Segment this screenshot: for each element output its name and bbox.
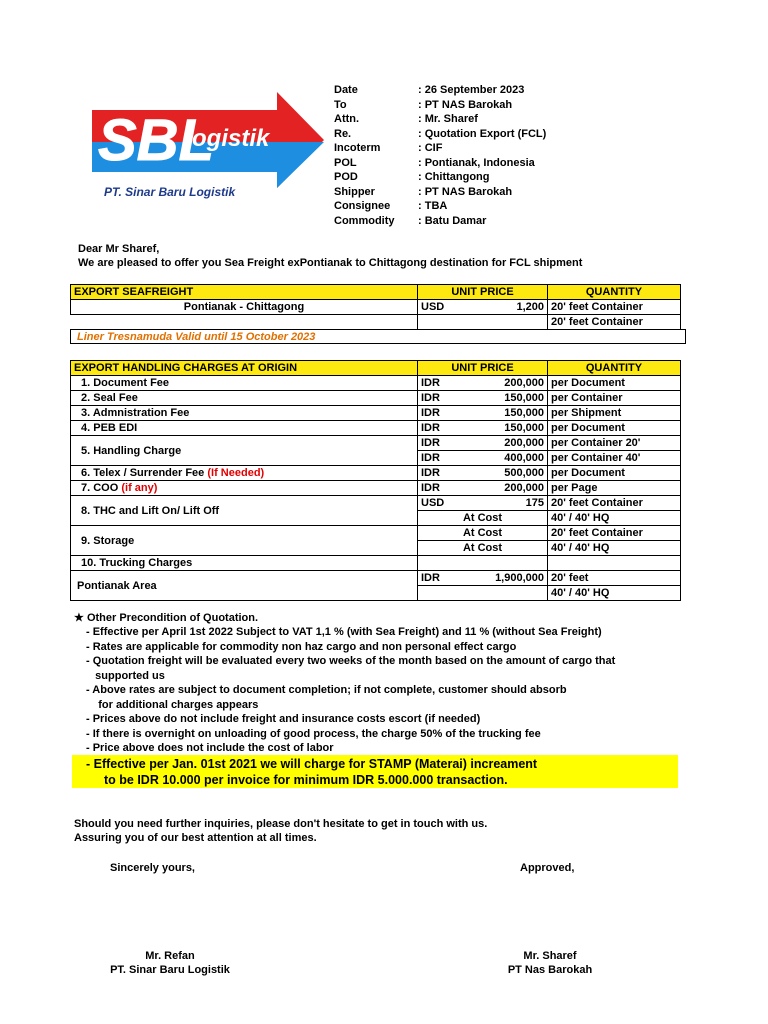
header-row (334, 127, 546, 142)
header-label: Re. (334, 127, 352, 140)
sincerely: Sincerely yours, (110, 862, 195, 874)
row-telex-fee (71, 466, 418, 481)
header-row (334, 156, 535, 171)
header-value: : CIF (418, 142, 443, 154)
seafreight-qty-1: 20' feet Container (548, 300, 681, 315)
quantity: per Shipment (548, 406, 681, 421)
header-label: Commodity (334, 214, 395, 227)
header-value: : TBA (418, 200, 448, 212)
seafreight-table (70, 284, 681, 330)
handling-charges-table (70, 360, 681, 601)
handling-title: EXPORT HANDLING CHARGES AT ORIGIN (71, 361, 418, 376)
seafreight-qty-2: 20' feet Container (548, 315, 681, 330)
star-icon: ★ (74, 612, 84, 624)
price: 175 (448, 496, 548, 511)
header-row (334, 83, 524, 98)
header-value: : 26 September 2023 (418, 84, 525, 96)
conditions-title: Other Precondition of Quotation. (86, 612, 259, 624)
header-row (334, 185, 512, 200)
header-row (334, 98, 512, 113)
quantity: per Container 20' (548, 436, 681, 451)
currency: IDR (418, 451, 448, 466)
price: 500,000 (448, 466, 548, 481)
coo-label: 7. COO (81, 482, 122, 494)
header-row (334, 141, 442, 156)
currency: IDR (418, 406, 448, 421)
coo-note: (if any) (121, 482, 158, 494)
row-storage: 9. Storage (71, 526, 418, 556)
sender-company: PT. Sinar Baru Logistik (110, 964, 230, 976)
liner-validity-note: Liner Tresnamuda Valid until 15 October 2023 (70, 329, 686, 344)
closing-line-2: Assuring you of our best attention at all times. (74, 832, 317, 844)
header-label: Consignee (334, 200, 391, 212)
row-peb-edi: 4. PEB EDI (71, 421, 418, 436)
currency: IDR (418, 421, 448, 436)
approved: Approved, (520, 862, 575, 874)
header-row (334, 170, 489, 185)
header-label: Date (334, 84, 358, 96)
row-trucking: 10. Trucking Charges (71, 556, 418, 571)
price-at-cost: At Cost (418, 541, 548, 556)
quantity: 40' / 40' HQ (548, 541, 681, 556)
header-label: To (334, 98, 347, 111)
header-value: : PT NAS Barokah (418, 98, 513, 111)
currency: IDR (418, 376, 448, 391)
greeting: Dear Mr Sharef, (78, 243, 160, 255)
condition-item: for additional charges appears (86, 698, 259, 711)
seafreight-title: EXPORT SEAFREIGHT (71, 285, 418, 300)
header-label: Attn. (334, 113, 360, 125)
header-value: : Chittangong (418, 171, 490, 183)
conditions-heading (74, 611, 258, 625)
header-row (334, 214, 486, 229)
row-coo (71, 481, 418, 496)
quantity: per Container (548, 391, 681, 406)
seafreight-price: 1,200 (448, 300, 548, 315)
quantity: 20' feet Container (548, 496, 681, 511)
currency: IDR (418, 391, 448, 406)
condition-item: - If there is overnight on unloading of good process, the charge 50% of the trucking fee (86, 727, 541, 740)
price: 150,000 (448, 406, 548, 421)
approver-name: Mr. Sharef (523, 950, 577, 962)
logo-tagline: PT. Sinar Baru Logistik (104, 185, 236, 199)
currency: IDR (418, 571, 448, 586)
currency: IDR (418, 436, 448, 451)
row-document-fee: 1. Document Fee (71, 376, 418, 391)
seafreight-route: Pontianak - Chittagong (71, 300, 418, 315)
header-row (334, 112, 478, 127)
header-value: : Batu Damar (418, 214, 487, 227)
stamp-line-2: to be IDR 10.000 per invoice for minimum IDR 5.000.000 transaction. (104, 773, 508, 787)
currency: IDR (418, 466, 448, 481)
condition-item: - Quotation freight will be evaluated every two weeks of the month based on the amount of cargo that (86, 655, 616, 667)
condition-item: supported us (86, 669, 165, 682)
price: 200,000 (448, 436, 548, 451)
quantity: per Document (548, 421, 681, 436)
intro-text: We are pleased to offer you Sea Freight exPontianak to Chittagong destination for FCL shipment (78, 257, 583, 269)
row-handling-charge: 5. Handling Charge (71, 436, 418, 466)
quantity: per Document (548, 466, 681, 481)
price: 200,000 (448, 481, 548, 496)
price: 400,000 (448, 451, 548, 466)
condition-item: - Prices above do not include freight and insurance costs escort (if needed) (86, 713, 481, 725)
header-row (334, 199, 447, 214)
condition-item: - Price above does not include the cost of labor (86, 742, 334, 754)
svg-text:SBL: SBL (98, 108, 214, 173)
header-value: : Mr. Sharef (418, 113, 478, 125)
row-thc: 8. THC and Lift On/ Lift Off (71, 496, 418, 526)
quantity: per Page (548, 481, 681, 496)
price-at-cost: At Cost (418, 526, 548, 541)
condition-item: - Above rates are subject to document completion; if not complete, customer should absorb (86, 684, 567, 696)
price: 150,000 (448, 421, 548, 436)
header-label: POL (334, 156, 357, 169)
header-label: Incoterm (334, 142, 381, 154)
handling-price-header: UNIT PRICE (418, 361, 548, 376)
currency: USD (418, 496, 448, 511)
row-pontianak-area: Pontianak Area (71, 571, 418, 601)
closing-line-1: Should you need further inquiries, please don't hesitate to get in touch with us. (74, 818, 488, 830)
quantity: 40' / 40' HQ (548, 586, 681, 601)
quantity: per Document (548, 376, 681, 391)
header-value: : PT NAS Barokah (418, 185, 513, 198)
seafreight-qty-header: QUANTITY (548, 285, 681, 300)
telex-label: 6. Telex / Surrender Fee (81, 467, 208, 479)
handling-qty-header: QUANTITY (548, 361, 681, 376)
header-value: : Quotation Export (FCL) (418, 127, 547, 140)
row-seal-fee: 2. Seal Fee (71, 391, 418, 406)
condition-item: - Effective per April 1st 2022 Subject to VAT 1,1 % (with Sea Freight) and 11 % (without Sea Freight) (86, 626, 602, 638)
header-label: POD (334, 171, 358, 183)
header-value: : Pontianak, Indonesia (418, 156, 535, 169)
approver-company: PT Nas Barokah (507, 964, 593, 976)
quantity: 20' feet (548, 571, 681, 586)
quantity: per Container 40' (548, 451, 681, 466)
price: 200,000 (448, 376, 548, 391)
seafreight-currency: USD (418, 300, 448, 315)
price: 150,000 (448, 391, 548, 406)
quantity: 40' / 40' HQ (548, 511, 681, 526)
stamp-line-1: - Effective per Jan. 01st 2021 we will charge for STAMP (Materai) increament (86, 757, 538, 771)
header-label: Shipper (334, 185, 375, 198)
row-admin-fee: 3. Admnistration Fee (71, 406, 418, 421)
stamp-notice (72, 755, 678, 788)
quantity: 20' feet Container (548, 526, 681, 541)
svg-text:ogistik: ogistik (192, 125, 270, 152)
company-logo (92, 84, 324, 210)
telex-note: (If Needed) (207, 467, 265, 479)
seafreight-price-header: UNIT PRICE (418, 285, 548, 300)
price: 1,900,000 (448, 571, 548, 586)
currency: IDR (418, 481, 448, 496)
sender-name: Mr. Refan (145, 950, 195, 962)
condition-item: - Rates are applicable for commodity non haz cargo and non personal effect cargo (86, 640, 517, 653)
price-at-cost: At Cost (418, 511, 548, 526)
